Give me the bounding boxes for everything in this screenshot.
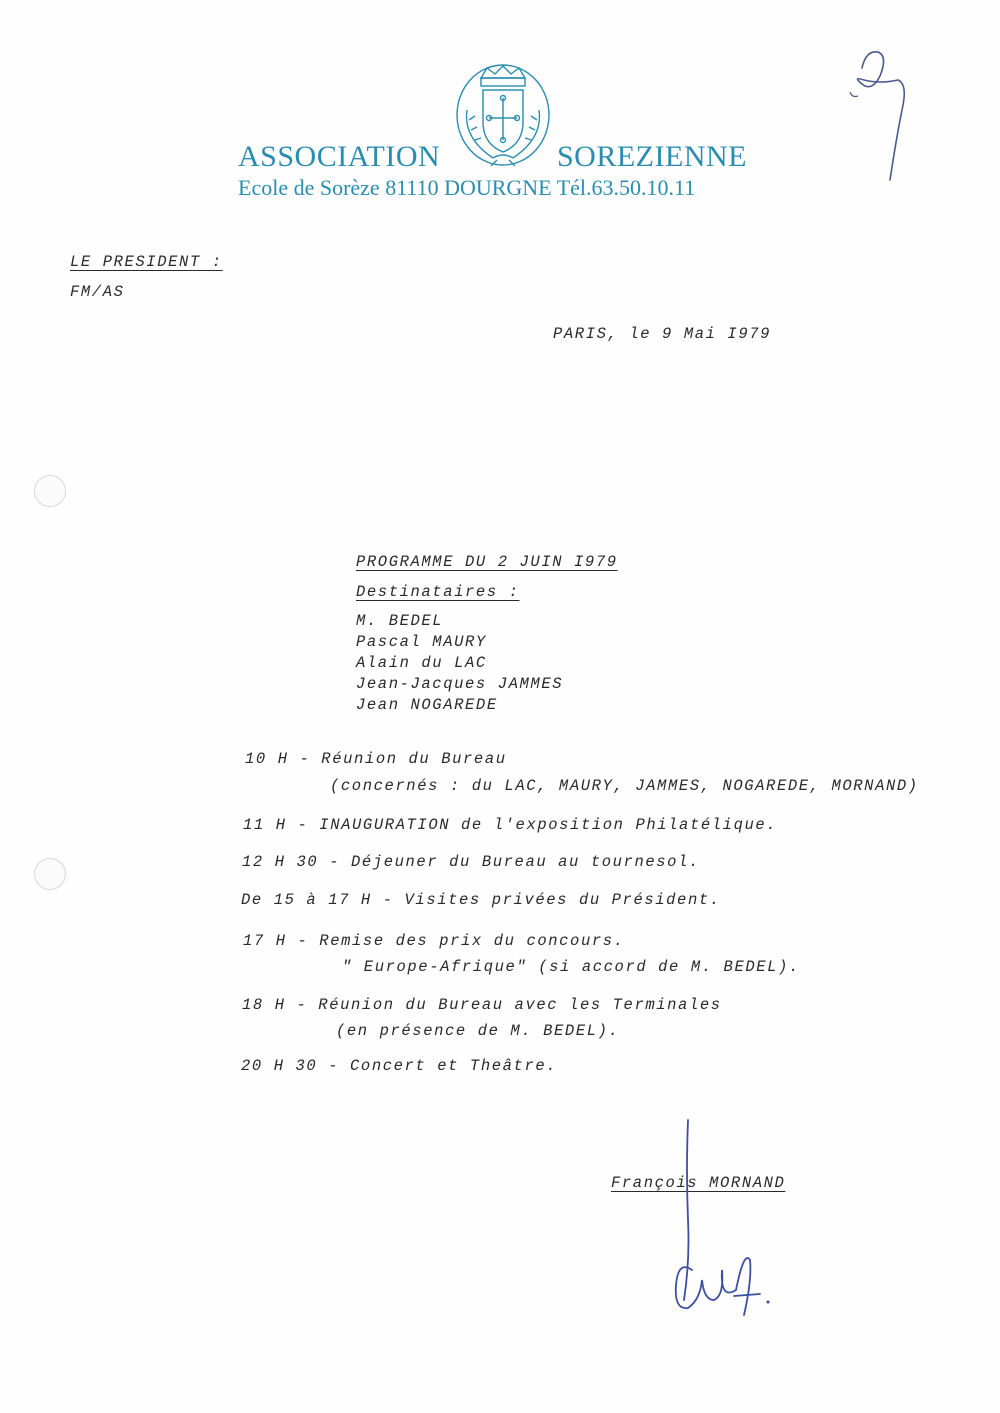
recipient-item: Pascal MAURY: [356, 633, 487, 651]
programme-title: PROGRAMME DU 2 JUIN I979: [356, 553, 618, 571]
recipient-item: M. BEDEL: [356, 612, 444, 630]
handwritten-signature: [640, 1110, 790, 1330]
schedule-entry-18h: 18 H - Réunion du Bureau avec les Terminales: [242, 996, 722, 1014]
org-name-right: SOREZIENNE: [557, 140, 747, 173]
schedule-entry-11h: 11 H - INAUGURATION de l'exposition Philatélique.: [243, 816, 778, 834]
schedule-entry-17h: 17 H - Remise des prix du concours.: [243, 932, 625, 950]
president-label: LE PRESIDENT :: [70, 253, 223, 271]
org-address: Ecole de Sorèze 81110 DOURGNE Tél.63.50.10.11: [238, 175, 696, 200]
schedule-entry-18h-detail: (en présence de M. BEDEL).: [336, 1022, 620, 1040]
dateline: PARIS, le 9 Mai I979: [553, 325, 772, 343]
reference-initials: FM/AS: [70, 283, 125, 301]
recipient-item: Jean-Jacques JAMMES: [356, 675, 564, 693]
schedule-entry-17h-detail: " Europe-Afrique" (si accord de M. BEDEL).: [342, 958, 800, 976]
schedule-entry-12h30: 12 H 30 - Déjeuner du Bureau au tournesol.: [242, 853, 700, 871]
punch-hole: [34, 475, 66, 507]
schedule-entry-10h: 10 H - Réunion du Bureau: [245, 750, 507, 768]
occitan-cross-crest-icon: [453, 60, 553, 170]
org-name-left: ASSOCIATION: [238, 140, 441, 173]
schedule-entry-15h: De 15 à 17 H - Visites privées du Président.: [241, 891, 721, 909]
handwritten-number-mark: [840, 40, 930, 190]
recipients-label: Destinataires :: [356, 583, 520, 601]
recipient-item: Alain du LAC: [356, 654, 487, 672]
recipient-item: Jean NOGAREDE: [356, 696, 498, 714]
schedule-entry-20h30: 20 H 30 - Concert et Theâtre.: [241, 1057, 558, 1075]
signer-name: François MORNAND: [611, 1174, 786, 1192]
recipient-list: [356, 612, 563, 717]
schedule-entry-10h-detail: (concernés : du LAC, MAURY, JAMMES, NOGAREDE, MORNAND): [330, 777, 919, 795]
punch-hole: [34, 858, 66, 890]
